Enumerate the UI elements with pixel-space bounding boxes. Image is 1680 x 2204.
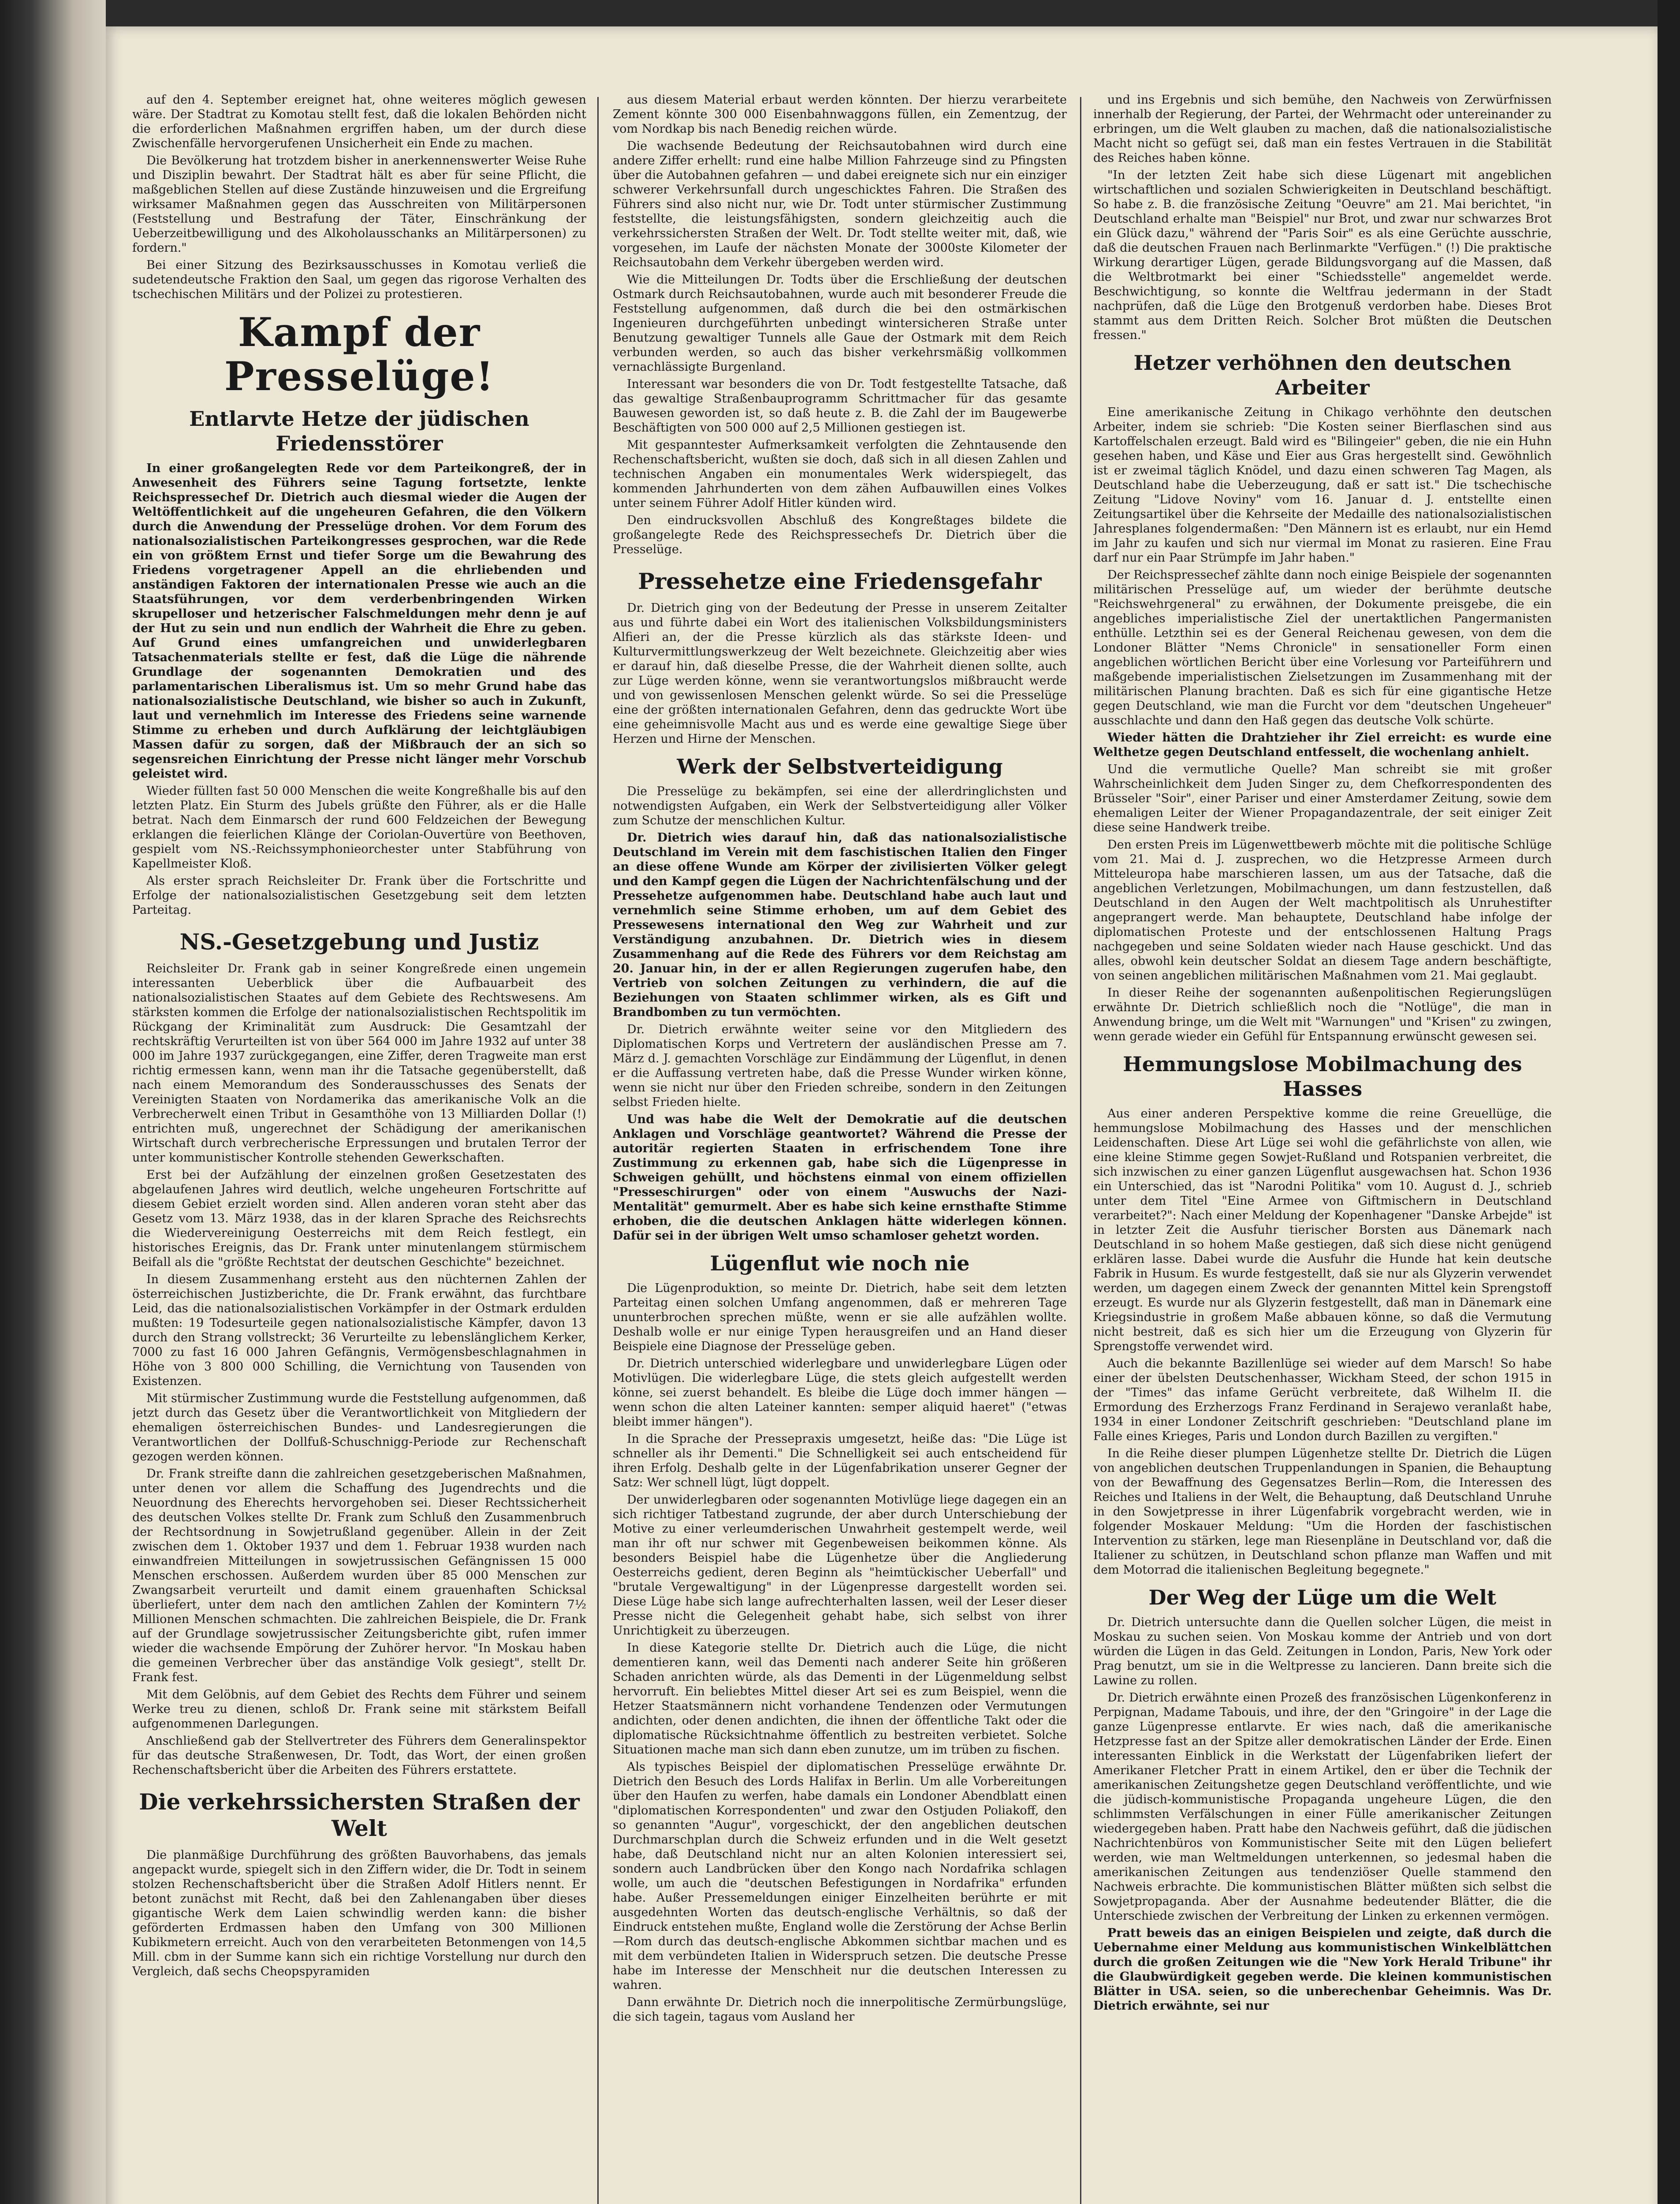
column-rule [1080,97,1081,2204]
lead-paragraph: In einer großangelegten Rede vor dem Parteikongreß, der in Anwesenheit des Führers seine Tagung fortsetzte, lenkte Reichspressechef Dr. Dietrich auch diesmal wieder die Augen der Weltöffentlichkeit auf die ungeheuren Gefahren, die den Völkern durch die Anwendung der Presselüge drohen. Vor dem Forum des nationalsozialistischen Parteikongresses gesprochen, war die Rede ein von größtem Ernst und tiefer Sorge um die Bewahrung des Friedens vorgetragener Appell an die ehrliebenden und anständigen Faktoren der internationalen Presse wie auch an die Staatsführungen, vor dem verderbenbringenden Wirken skrupelloser und hetzerischer Falschmeldungen mehr denn je auf der Hut zu sein und nun endlich der Wahrheit die Ehre zu geben. Auf Grund eines umfangreichen und unwiderlegbaren Tatsachenmaterials stellte er fest, daß die Lüge die nährende Grundlage der sogenannten Demokratien und des parlamentarischen Liberalismus ist. Um so mehr Grund habe das nationalsozialistische Deutschland, wie bisher so auch in Zukunft, laut und vernehmlich im Interesse des Friedens seine warnende Stimme zu erheben und durch Aufklärung der leichtgläubigen Massen dafür zu sorgen, daß der Mißbrauch der an sich so segensreichen Einrichtung der Presse nicht länger mehr Vorschub geleistet wird. [132,462,586,781]
section-heading: Werk der Selbstverteidigung [677,755,1003,778]
paragraph: Pratt beweis das an einigen Beispielen und zeigte, daß durch die Uebernahme einer Meldung aus kommunistischen Winkelblättchen durch die großen Zeitungen wie die "New York Herald Tribune" ihr die Glaubwürdigkeit gegeben werde. Die kleinen kommunistischen Blätter in USA. seien, so die unberechenbar Geheimnis. Was Dr. Dietrich erwähnte, sei nur [1093,1926,1552,2013]
paragraph: Den ersten Preis im Lügenwettbewerb möchte mit die politische Schlüge vom 21. Mai d. J. zusprechen, wo die Hetzpresse Armeen durch Mitteleuropa habe marschieren lassen, um aus der Tatsache, daß die angeblichen Verletzungen, Mobilmachungen, um dann festzustellen, daß Deutschland in den Augen der Welt machtpolitisch als Unruhestifter angeprangert werde. Man behauptete, Deutschland habe infolge der diplomatischen Proteste und der entschlossenen Haltung Prags nachgegeben und seine Soldaten wieder nach Hause geschickt. Und das alles, obwohl kein deutscher Soldat an diesem Tage andern beschäftigte, von seinen angeblichen militärischen Maßnahmen vom 21. Mai geglaubt. [1093,838,1552,983]
paragraph: Eine amerikanische Zeitung in Chikago verhöhnte den deutschen Arbeiter, indem sie schrieb: "Die Kosten seiner Bierflaschen sind aus Kartoffelschalen erzeugt. Bald wird es "Bilingeier" geben, die nie ein Huhn gesehen haben, und Käse und Eier aus Gras hergestellt sind. Gewöhnlich ist er zweimal täglich Knödel, und dazu einen schweren Tag Magen, als Deutschland habe die Ueberzeugung, daß er satt ist." Die tschechische Zeitung "Lidove Noviny" vom 16. Januar d. J. entstellte einen Zeitungsartikel über die Kehrseite der Medaille des nationalsozialistischen Jahresplanes folgendermaßen: "Den Männern ist es erlaubt, nur ein Hemd im Jahr zu kaufen und sich nur viermal im Monat zu rasieren. Eine Frau darf nur ein Paar Strümpfe im Jahr haben." [1093,406,1552,565]
sub-headline: Entlarvte Hetze der jüdischen Friedensstörer [189,407,529,455]
paragraph: Die Lügenproduktion, so meinte Dr. Dietrich, habe seit dem letzten Parteitag einen solchen Umfang angenommen, daß er mehreren Tage ununterbrochen sprechen müßte, wenn er sie alle aufzählen wollte. Deshalb wolle er nur einige Typen herausgreifen und an Hand dieser Beispiele eine Diagnose der Presselüge geben. [613,1281,1067,1353]
paragraph: "In der letzten Zeit habe sich diese Lügenart mit angeblichen wirtschaftlichen und sozialen Schwierigkeiten in Deutschland beschäftigt. So habe z. B. die französische Zeitung "Oeuvre" am 21. Mai berichtet, "in Deutschland erhalte man "Beispiel" nur Brot, und zwar nur schwarzes Brot ein Glück dazu," während der "Paris Soir" es als eine Gerüchte ausschrie, daß die deutschen Frauen nach Berlinmarkte "Verfügen." (!) Die praktische Wirkung derartiger Lügen, gerade Bildungsvorgang auf die Massen, daß die Weltbrotmarkt bei einer "Schiedsstelle" angemeldet werde. Beschwichtigung, so konnte die Weltfrau jedermann in der Stadt nachprüfen, daß die Lüge den Brotgenuß verdorben habe. Dieses Brot stammt aus dem Dritten Reich. Solcher Brot müßten die Deutschen fressen." [1093,168,1552,342]
paragraph: Dr. Frank streifte dann die zahlreichen gesetzgeberischen Maßnahmen, unter denen vor allem die Schaffung des Jugendrechts und die Neuordnung des Eherechts hervorgehoben sei. Dieser Rechtssicherheit des deutschen Volkes stellte Dr. Frank zum Schluß den Zusammenbruch der Rechtsordnung in Sowjetrußland gegenüber. Allein in der Zeit zwischen dem 1. Oktober 1937 und dem 1. Februar 1938 wurden nach einwandfreien Mitteilungen in sowjetrussischen Gefängnissen 15 000 Menschen erschossen. Außerdem wurden über 85 000 Menschen zur Zwangsarbeit verurteilt und damit einem grauenhaften Schicksal überliefert, unter dem nach den amtlichen Zahlen der Komintern 7½ Millionen Menschen schmachten. Die zahlreichen Beispiele, die Dr. Frank auf der Grundlage sowjetrussischer Zeitungsberichte gibt, rufen immer wieder die wachsende Empörung der Zuhörer hervor. "In Moskau haben die gemeinen Verbrecher über das anständige Volk gesiegt", stellt Dr. Frank fest. [132,1467,586,1684]
paragraph: Wie die Mitteilungen Dr. Todts über die Erschließung der deutschen Ostmark durch Reichsautobahnen, wurde auch mit besonderer Freude die Feststellung aufgenommen, daß durch die bei den ostmärkischen Ingenieuren durchgeführten unbedingt wintersicheren Straße unter Benutzung gewaltiger Tunnels alle Gaue der Ostmark mit dem Reich verbunden werden, so auch das bisher verkehrsmäßig vollkommen vernachlässigte Burgenland. [613,273,1067,374]
paragraph: Als typisches Beispiel der diplomatischen Presselüge erwähnte Dr. Dietrich den Besuch des Lords Halifax in Berlin. Um alle Vorbereitungen über den Haufen zu werfen, habe damals ein Londoner Abendblatt einen "diplomatischen Korrespondenten" und zwar den Ostjuden Poliakoff, den so genannten "Augur", vorgeschickt, der den angeblichen deutschen Durchmarschplan durch die Schweiz erfunden und in die Welt gesetzt habe, daß Deutschland nicht nur an alten Kolonien interessiert sei, sondern auch Landbrücken über den Kongo nach Nordafrika schlagen wolle, um auch die "deutschen Befestigungen in Nordafrika" erfunden habe. Außer Pressemeldungen einiger Einzelheiten berührte er mit ausgedehnten Worten das deutsch-englische Verhältnis, so daß der Eindruck entstehen mußte, England wolle die Zerstörung der Achse Berlin—Rom durch das deutsch-englische Abkommen sichtbar machen und es mit dem verbündeten Italien in Widerspruch setzen. Die deutsche Presse habe im Interesse der Menschheit nur die deutschen Interessen zu wahren. [613,1760,1067,1992]
paragraph: Als erster sprach Reichsleiter Dr. Frank über die Fortschritte und Erfolge der nationalsozialistischen Gesetzgebung seit dem letzten Parteitag. [132,874,586,917]
section-heading: Hemmungslose Mobilmachung des Hasses [1123,1052,1522,1101]
paragraph: Erst bei der Aufzählung der einzelnen großen Gesetzestaten des abgelaufenen Jahres wird deutlich, welche ungeheuren Fortschritte auf diesem Gebiet erzielt worden sind. Allen anderen voran steht aber das Gesetz vom 13. März 1938, das in der klaren Sprache des Reichsrechts die Wiedervereinigung Oesterreichs mit dem Reich festlegt, ein historisches Ereignis, das Dr. Frank unter minutenlangem stürmischem Beifall als die "größte Rechtstat der deutschen Geschichte" bezeichnet. [132,1168,586,1269]
book-spine [0,0,106,2204]
paragraph: Dr. Dietrich erwähnte einen Prozeß des französischen Lügenkonferenz in Perpignan, Madame Tabouis, und ihre, der den "Gringoire" in der Lage die ganze Lügenpresse entlarvte. Er wies nach, daß die amerikanische Hetzpresse fast an der Spitze aller demokratischen Länder der Erde. Einen interessanten Einblick in die Werkstatt der Lügenfabriken liefert der Amerikaner Fletcher Pratt in einem Artikel, den er über die Technik der amerikanischen Zeitungshetze gegen Deutschland veröffentlichte, und wie die jüdisch-kommunistische Propaganda ungeheure Lügen, die den schlimmsten Verfälschungen in einer Fülle amerikanischer Zeitungen wiedergegeben haben. Pratt habe den Nachweis geführt, daß die jüdischen Nachrichtenbüros von Kommunistischer Seite mit den Lügen beliefert werden, wie man Weltmeldungen unterkennen, so jedesmal haben die amerikanischen Zeitungen aus tendenziöser Quelle stammend den Nachweis erbrachte. Die kommunistischen Blätter müßten sich selbst die Sowjetpropaganda. Aber der Ausnahme bedeutender Blätter, die die Unterschiede zwischen der Verbreitung der Linken zu erkennen vermögen. [1093,1691,1552,1923]
paragraph: Und die vermutliche Quelle? Man schreibt sie mit großer Wahrscheinlichkeit dem Juden Singer zu, dem Chefkorrespondenten des Brüsseler "Soir", einer Pariser und einer Amsterdamer Zeitung, sowie dem ehemaligen Leiter der Wiener Propagandazentrale, der seit einiger Zeit diese seine Handwerk treibe. [1093,763,1552,834]
paragraph: Wieder hätten die Drahtzieher ihr Ziel erreicht: es wurde eine Welthetze gegen Deutschland entfesselt, die wochenlang anhielt. [1093,731,1552,759]
paragraph: Reichsleiter Dr. Frank gab in seiner Kongreßrede einen ungemein interessanten Ueberblick über die Aufbauarbeit des nationalsozialistischen Staates auf dem Gebiete des Rechtswesens. Am stärksten kommen die Erfolge der nationalsozialistischen Rechtspolitik im Rückgang der Kriminalität zum Ausdruck: Die Gesamtzahl der rechtskräftig Verurteilten ist von über 564 000 im Jahre 1932 auf unter 38 000 im Jahre 1937 zurückgegangen, eine Ziffer, deren Tragweite man erst richtig ermessen kann, wenn man ihr die Tatsache gegenüberstellt, daß nach einem Memorandum des Sonderausschusses des Senats der Vereinigten Staaten von Nordamerika das amerikanische Volk an die Verbrecherwelt einen Tribut in Gesamthöhe von 13 Milliarden Dollar (!) entrichten muß, ungerechnet der Schädigung der amerikanischen Wirtschaft durch verbrecherische Erpressungen und brutalen Terror der unter kommunistischer Kontrolle stehenden Gewerkschaften. [132,962,586,1165]
paragraph: In dieser Reihe der sogenannten außenpolitischen Regierungslügen erwähnte Dr. Dietrich schließlich noch die "Notlüge", die man in Anwendung bringe, um die Welt mit "Warnungen" und "Krisen" zu zwingen, wenn gerade wieder ein Gefühl für Entspannung erwünscht gewesen sei. [1093,986,1552,1043]
paragraph: Die Bevölkerung hat trotzdem bisher in anerkennenswerter Weise Ruhe und Disziplin bewahrt. Der Stadtrat hält es aber für seine Pflicht, die maßgeblichen Stellen auf diese Zustände hinzuweisen und die Ergreifung wirksamer Maßnahmen gegen das Ausschreiten von Militärpersonen (Feststellung und Bestrafung der Täter, Einschränkung der Ueberzeitbewilligung und des Alkoholausschanks an Militärpersonen) zu fordern." [132,154,586,255]
paragraph: Der unwiderlegbaren oder sogenannten Motivlüge liege dagegen ein an sich richtiger Tatbestand zugrunde, der aber durch Unterschiebung der Motive zu einer verleumderischen Unwahrheit gestempelt werde, weil man ihr oft nur schwer mit Gegenbeweisen beikommen könne. Als besonders Beispiel habe die Lügenhetze über die Angliederung Oesterreichs gedient, deren Beginn als "heimtückischer Ueberfall" und "brutale Vergewaltigung" in der Lügenpresse dargestellt worden sei. Diese Lüge habe sich lange aufrechterhalten lassen, weil der Leser dieser Presse nicht die Gelegenheit gehabt habe, sich selbst von ihrer Unrichtigkeit zu überzeugen. [613,1493,1067,1638]
paragraph: Auch die bekannte Bazillenlüge sei wieder auf dem Marsch! So habe einer der übelsten Deutschenhasser, Wickham Steed, der schon 1915 in der "Times" das infame Gerücht verbreitete, daß Wilhelm II. die Ermordung des Erzherzogs Franz Ferdinand in Serajewo veranlaßt habe, 1934 in einer Londoner Zeitschrift geschrieben: "Deutschland plane im Falle eines Krieges, Paris und London durch Bazillen zu vergiften." [1093,1357,1552,1443]
section-heading: NS.-Gesetzgebung und Justiz [179,929,539,955]
column-2 [613,93,1067,2204]
column-3 [1093,93,1552,2204]
paragraph: Wieder füllten fast 50 000 Menschen die weite Kongreßhalle bis auf den letzten Platz. Ein Sturm des Jubels grüßte den Führer, als er die Halle betrat. Nach dem Einmarsch der rund 600 Feldzeichen der Bewegung erklangen die feierlichen Klänge der Coriolan-Ouvertüre von Beethoven, gespielt vom NS.-Reichssymphonieorchester unter Stabführung von Kapellmeister Kloß. [132,784,586,871]
paragraph: Bei einer Sitzung des Bezirksausschusses in Komotau verließ die sudetendeutsche Fraktion den Saal, um gegen das rigorose Verhalten des tschechischen Militärs und der Polizei zu protestieren. [132,258,586,301]
paragraph: Mit dem Gelöbnis, auf dem Gebiet des Rechts dem Führer und seinem Werke treu zu dienen, schloß Dr. Frank seine mit stärkstem Beifall aufgenommenen Darlegungen. [132,1688,586,1731]
paragraph: Der Reichspressechef zählte dann noch einige Beispiele der sogenannten militärischen Presselüge auf, um wieder der berühmte deutsche "Reichswehrgeneral" zu erwähnen, der Dokumente preisgebe, die ein angebliches imperialistische Ziel der unertaktlichen Pangermanisten enthülle. Letzthin sei es der General Reichenau gewesen, von dem die Londoner Blätter "Nems Chronicle" in sensationeller Form einen angeblichen wörtlichen Bericht über eine Vorlesung vor Parteiführern und maßgebende imperialistischen Zielsetzungen im Zusammenhang mit der militärischen Planung brachten. Daß es sich für eine gigantische Hetze gegen Deutschland, wie man die Furcht vor dem "deutschen Ungeheuer" ausschlachte und dann den Haß gegen das deutsche Volk schürte. [1093,568,1552,727]
section-heading: Lügenflut wie noch nie [710,1251,970,1275]
paragraph: Dr. Dietrich wies darauf hin, daß das nationalsozialistische Deutschland im Verein mit dem faschistischen Italien den Finger an diese offene Wunde am Körper der zivilisierten Völker gelegt und den Kampf gegen die Lügen der Nachrichtenfälschung und der Pressehetze aufgenommen habe. Deutschland habe auch laut und vernehmlich seine Stimme erhoben, um auf dem Gebiet des Pressewesens international den Weg zur Wahrheit und zur Verständigung anzubahnen. Dr. Dietrich wies in diesem Zusammenhang auf die Rede des Führers vor dem Reichstag am 20. Januar hin, in der er allen Regierungen zugerufen habe, den Vertrieb von solchen Zeitungen zu verhindern, die auf die Beziehungen von Staaten schlimmer wirken, als es Gift und Brandbomben zu tun vermöchten. [613,831,1067,1019]
paragraph: und ins Ergebnis und sich bemühe, den Nachweis von Zerwürfnissen innerhalb der Regierung, der Partei, der Wehrmacht oder untereinander zu erbringen, um die Welt glauben zu machen, daß die nationalsozialistische Macht nicht so gefügt sei, daß man ein festes Vertrauen in die Stabilität des Reiches haben könne. [1093,93,1552,165]
section-heading: Die verkehrssichersten Straßen der Welt [139,1789,580,1841]
paragraph: Die wachsende Bedeutung der Reichsautobahnen wird durch eine andere Ziffer erhellt: rund eine halbe Million Fahrzeuge sind zu Pfingsten über die Autobahnen gefahren — und dabei ereignete sich nur ein einziger schwerer Verkehrsunfall durch ungeschicktes Fahren. Die Straßen des Führers sind also nicht nur, wie Dr. Todt unter stürmischer Zustimmung feststellte, die leistungsfähigsten, sondern gleichzeitig auch die verkehrssichersten Straßen der Welt. Dr. Todt stellte weiter mit, daß, wie vorgesehen, im Laufe der nächsten Monate der 3000ste Kilometer der Reichsautobahn dem Verkehr übergeben werden wird. [613,139,1067,269]
main-headline: Kampf der Presselüge! [224,309,495,400]
paragraph: Die Presselüge zu bekämpfen, sei eine der allerdringlichsten und notwendigsten Aufgaben, ein Werk der Selbstverteidigung aller Völker zum Schutze der menschlichen Kultur. [613,785,1067,827]
paragraph: In diese Kategorie stellte Dr. Dietrich auch die Lüge, die nicht dementieren kann, weil das Dementi nach anderer Seite hin größeren Schaden anrichten würde, als das Dementi in der Lügenmeldung selbst hervorruft. Ein beliebtes Mittel dieser Art sei es zum Beispiel, wenn die Hetzer Staatsmännern nicht vorhandene Tendenzen oder Vermutungen andichten, oder denen andichten, die ihnen der öffentliche Takt oder die diplomatische Rücksichtnahme öffentlich zu bestreiten verbietet. Solche Situationen mache man sich dann eben zunutze, um im trüben zu fischen. [613,1641,1067,1757]
paragraph: Den eindrucksvollen Abschluß des Kongreßtages bildete die großangelegte Rede des Reichspressechefs Dr. Dietrich über die Presselüge. [613,514,1067,556]
paragraph: Dr. Dietrich unterschied widerlegbare und unwiderlegbare Lügen oder Motivlügen. Die widerlegbare Lüge, die stets gleich aufgestellt werden könne, sei zuerst behandelt. Es bleibe die Lüge doch immer hängen — wenn schon die alten Lateiner kannten: semper aliquid haeret" ("etwas bleibt immer hängen"). [613,1357,1067,1429]
paragraph: Und was habe die Welt der Demokratie auf die deutschen Anklagen und Vorschläge geantwortet? Während die Presse der autoritär regierten Staaten in erfrischendem Tone ihre Zustimmung zu erkennen gab, habe sich die Lügenpresse in Schweigen gehüllt, und höchstens einmal von einem offiziellen "Presseschirurgen" oder von einem "Auswuchs der Nazi-Mentalität" gemurmelt. Aber es habe sich keine ernsthafte Stimme erhoben, die die deutschen Anklagen hätte widerlegen können. Dafür sei in der übrigen Welt umso schamloser gehetzt worden. [613,1113,1067,1243]
page-edge [1658,0,1680,2204]
paragraph: In die Sprache der Pressepraxis umgesetzt, heiße das: "Die Lüge ist schneller als ihr Dementi." Die Schnelligkeit sei auch entscheidend für ihren Erfolg. Deshalb gelte in der Lügenfabrikation unserer Gegner der Satz: Wer schnell lügt, lügt doppelt. [613,1432,1067,1489]
paragraph: Aus einer anderen Perspektive komme die reine Greuellüge, die hemmungslose Mobilmachung des Hasses und der menschlichen Leidenschaften. Diese Art Lüge sei wohl die gefährlichste von allen, wie eine kleine Stimme gegen Sowjet-Rußland und Rotspanien verbreitet, die sich inzwischen zu einer ganzen Lügenflut ausgewachsen hat. Schon 1936 ein Unterschied, das ist "Narodni Politika" vom 10. August d. J., schrieb unter dem Titel "Eine Armee von Giftmischern in Deutschland verarbeitet?": Nach einer Meldung der Kopenhagener "Danske Arbejde" ist in letzter Zeit die Ausfuhr tierischer Borsten aus Dänemark nach Deutschland in so hohem Maße gestiegen, daß sich diese nicht genügend erklären lasse. Dabei wurde die Ausfuhr die Hunde hat kein deutsche Fabrik in Husum. Es wurde festgestellt, daß sie nur als Glyzerin verwendet werden, um dagegen einem Zweck der genannten Mittel kein Sprengstoff erzeugt. Es wurde nur als Glyzerin festgestellt, daß man in Dänemark eine Kriegsindustrie in großem Maße abbauen könne, so daß die Vermutung nicht bestreit, daß es sich hier um die Erzeugung von Glyzerin für Sprengstoffe verwendet wird. [1093,1107,1552,1353]
paragraph: Dr. Dietrich untersuchte dann die Quellen solcher Lügen, die meist in Moskau zu suchen seien. Von Moskau komme der Antrieb und von dort würden die Lügen in das Geld. Zeitungen in London, Paris, New York oder Prag benutzt, um sie in die Weltpresse zu lancieren. Dann breite sich die Lawine zu rollen. [1093,1616,1552,1687]
paragraph: Dr. Dietrich ging von der Bedeutung der Presse in unserem Zeitalter aus und führte dabei ein Wort des italienischen Volksbildungsministers Alfieri an, der die Presse kürzlich als das stärkste Ideen- und Kulturvermittlungswerkzeug der Welt bezeichnete. Gleichzeitig aber wies er darauf hin, daß dieselbe Presse, die der Wahrheit dienen sollte, auch zur Lüge werden könne, wenn sie verantwortungslos mißbraucht werde und von gewissenlosen Menschen gelenkt würde. So sei die Presselüge eine der größten internationalen Gefahren, denn das gedruckte Wort übe eine geheimnisvolle Macht aus und es werde eine gewaltige Siege über Herzen und Hirne der Menschen. [613,601,1067,746]
section-heading: Der Weg der Lüge um die Welt [1148,1586,1497,1609]
paragraph: Interessant war besonders die von Dr. Todt festgestellte Tatsache, daß das gewaltige Straßenbauprogramm Schrittmacher für das gesamte Bauwesen geworden ist, so daß heute z. B. die Zahl der im Baugewerbe Beschäftigten von 500 000 auf 2,5 Millionen gestiegen ist. [613,377,1067,435]
paragraph: Dann erwähnte Dr. Dietrich noch die innerpolitische Zermürbungslüge, die sich tagein, tagaus vom Ausland her [613,1996,1067,2024]
column-1 [132,93,586,2204]
paragraph: Die planmäßige Durchführung des größten Bauvorhabens, das jemals angepackt wurde, spiegelt sich in den Ziffern wider, die Dr. Todt in seinem stolzen Rechenschaftsbericht über die Straßen Adolf Hitlers nennt. Er betont zunächst mit Recht, daß bei den Zahlenangaben über dieses gigantische Werk dem Laien schwindlig werden kann: die bisher geförderten Erdmassen haben den Umfang von 300 Millionen Kubikmetern erreicht. Auch von den verarbeiteten Betonmengen von 14,5 Mill. cbm in der Summe kann sich ein richtige Vorstellung nur durch den Vergleich, daß sechs Cheopspyramiden [132,1848,586,1978]
paragraph: aus diesem Material erbaut werden könnten. Der hierzu verarbeitete Zement könnte 300 000 Eisenbahnwaggons füllen, ein Zementzug, der vom Nordkap bis nach Benedig reichen würde. [613,93,1067,136]
paragraph: Mit gespanntester Aufmerksamkeit verfolgten die Zehntausende den Rechenschaftsbericht, wußten sie doch, daß sich in all diesen Zahlen und technischen Angaben ein monumentales Werk widerspiegelt, das kommenden Jahrhunderten von dem zähen Aufbauwillen eines Volkes unter seinem Führer Adolf Hitler künden wird. [613,438,1067,510]
column-rule [597,97,599,2204]
paragraph: In die Reihe dieser plumpen Lügenhetze stellte Dr. Dietrich die Lügen von angeblichen deutschen Truppenlandungen in Spanien, die Behauptung von der Bewaffnung des Gegensatzes Berlin—Rom, die Interessen des Reiches und Italiens in der Welt, die Behauptung, daß Deutschland Unruhe in den Sowjetpresse in ihrer Lügenfabrik vorgebracht werden, wie in folgender Moskauer Meldung: "Um die Horden der faschistischen Intervention zu stärken, lege man Riesenpläne in Deutschland vor, daß die Italiener zu schützen, in Deutschland schon pflanze man Waffen und mit dem Motorrad die italienischen Begleitung begegnete." [1093,1447,1552,1577]
paragraph: Mit stürmischer Zustimmung wurde die Feststellung aufgenommen, daß jetzt durch das Gesetz über die Verantwortlichkeit von Mitgliedern der ehemaligen österreichischen Bundes- und Landesregierungen die Verantwortlichen der Dollfuß-Schuschnigg-Periode zur Rechenschaft gezogen werden können. [132,1392,586,1463]
paragraph: Dr. Dietrich erwähnte weiter seine vor den Mitgliedern des Diplomatischen Korps und Vertretern der ausländischen Presse am 7. März d. J. gemachten Vorschläge zur Eindämmung der Lügenflut, in denen er die Auffassung vertreten habe, daß die Presse Wunder wirken könne, wenn sie nicht nur über den Frieden schreibe, sondern in den Zeitungen selbst Frieden hielte. [613,1023,1067,1109]
section-heading: Pressehetze eine Friedensgefahr [638,568,1042,594]
section-heading: Hetzer verhöhnen den deutschen Arbeiter [1133,351,1512,399]
paragraph: In diesem Zusammenhang ersteht aus den nüchternen Zahlen der österreichischen Justizberichte, die Dr. Frank erwähnt, das furchtbare Leid, das die nationalsozialistischen Vorkämpfer in der Ostmark erdulden mußten: 19 Todesurteile gegen nationalsozialistische Kämpfer, davon 13 durch den Strang vollstreckt; 36 Verurteilte zu lebenslänglichem Kerker, 7000 zu fast 16 000 Jahren Gefängnis, Vermögensbeschlagnahmen in Höhe von 3 800 000 Schilling, die Vernichtung von Tausenden von Existenzen. [132,1273,586,1388]
paragraph: Anschließend gab der Stellvertreter des Führers dem Generalinspektor für das deutsche Straßenwesen, Dr. Todt, das Wort, der einen großen Rechenschaftsbericht über die Arbeiten des Führers erstattete. [132,1734,586,1777]
paragraph: auf den 4. September ereignet hat, ohne weiteres möglich gewesen wäre. Der Stadtrat zu Komotau stellt fest, daß die lokalen Behörden nicht die erforderlichen Maßnahmen ergriffen haben, um der durch diese Zwischenfälle hervorgerufenen Unsicherheit ein Ende zu machen. [132,93,586,150]
